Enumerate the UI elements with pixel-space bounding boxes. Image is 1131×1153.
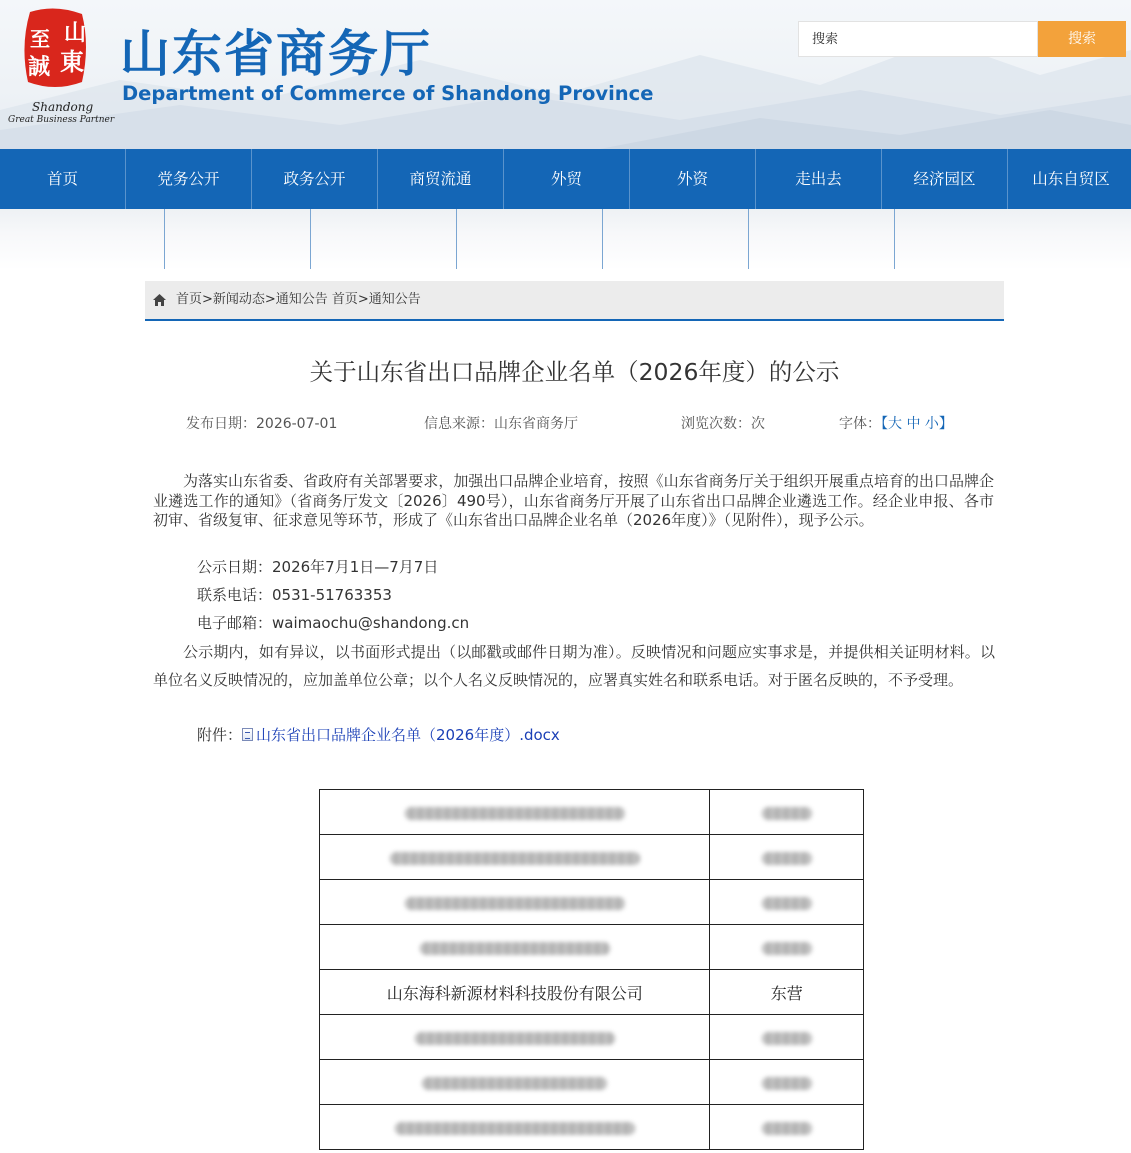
site-logo[interactable] bbox=[8, 6, 115, 125]
table-cell-redacted bbox=[710, 1015, 864, 1060]
submenu-divider bbox=[602, 209, 603, 269]
nav-item-government-affairs[interactable]: 政务公开 bbox=[252, 149, 378, 209]
nav-item-home[interactable]: 首页 bbox=[0, 149, 126, 209]
logo-slogan-text: Great Business Partner bbox=[8, 115, 115, 125]
main-nav bbox=[0, 149, 1131, 209]
info-source: 信息来源：山东省商务厅 bbox=[424, 416, 578, 432]
contact-phone: 联系电话：0531-51763353 bbox=[197, 586, 392, 604]
view-count: 浏览次数：次 bbox=[681, 416, 765, 432]
svg-text:誠: 誠 bbox=[28, 54, 51, 80]
seal-logo-icon bbox=[20, 6, 90, 90]
submenu-divider bbox=[748, 209, 749, 269]
nav-item-economic-parks[interactable]: 经济园区 bbox=[882, 149, 1008, 209]
submenu-divider bbox=[456, 209, 457, 269]
home-icon[interactable] bbox=[153, 294, 166, 306]
svg-text:山: 山 bbox=[64, 20, 87, 46]
table-cell-redacted bbox=[710, 925, 864, 970]
table-row bbox=[320, 1015, 864, 1060]
publish-date: 发布日期：2026-07-01 bbox=[186, 416, 338, 432]
table-row bbox=[320, 1105, 864, 1150]
attachment-line bbox=[197, 723, 560, 747]
svg-text:至: 至 bbox=[30, 27, 50, 51]
nav-item-foreign-investment[interactable]: 外资 bbox=[630, 149, 756, 209]
contact-email: 电子邮箱：waimaochu@shandong.cn bbox=[197, 614, 470, 632]
table-cell-redacted bbox=[710, 1060, 864, 1105]
table-row bbox=[320, 835, 864, 880]
company-name-cell: 山东海科新源材料科技股份有限公司 bbox=[320, 970, 710, 1015]
site-title[interactable]: 山东省商务厅 bbox=[120, 25, 432, 83]
table-cell-redacted bbox=[320, 880, 710, 925]
table-cell-redacted bbox=[710, 880, 864, 925]
site-subtitle: Department of Commerce of Shandong Province bbox=[122, 82, 654, 105]
company-city-cell: 东营 bbox=[710, 970, 864, 1015]
table-cell-redacted bbox=[320, 1105, 710, 1150]
article-title: 关于山东省出口品牌企业名单（2026年度）的公示 bbox=[309, 358, 840, 386]
search-button[interactable]: 搜索 bbox=[1038, 21, 1126, 57]
font-size-label: 字体： bbox=[839, 416, 881, 432]
table-row bbox=[320, 790, 864, 835]
table-cell-redacted bbox=[320, 1060, 710, 1105]
table-row bbox=[320, 1060, 864, 1105]
table-cell-redacted bbox=[710, 1105, 864, 1150]
nav-item-trade-circulation[interactable]: 商贸流通 bbox=[378, 149, 504, 209]
submenu-divider bbox=[894, 209, 895, 269]
submenu-area bbox=[0, 209, 1131, 270]
attachment-link[interactable]: 山东省出口品牌企业名单（2026年度）.docx bbox=[256, 726, 560, 744]
notice-period: 公示日期：2026年7月1日—7月7日 bbox=[197, 558, 439, 576]
logo-city-text: Shandong bbox=[32, 100, 94, 114]
word-doc-icon bbox=[242, 728, 253, 741]
table-cell-redacted bbox=[710, 790, 864, 835]
table-cell-redacted bbox=[320, 790, 710, 835]
table-cell-redacted bbox=[320, 835, 710, 880]
attachment-label: 附件： bbox=[197, 726, 243, 744]
svg-text:東: 東 bbox=[60, 47, 84, 76]
table-cell-redacted bbox=[710, 835, 864, 880]
table-row bbox=[320, 925, 864, 970]
site-header bbox=[0, 0, 1131, 149]
breadcrumb bbox=[145, 281, 1004, 321]
nav-item-free-trade-zone[interactable]: 山东自贸区 bbox=[1032, 170, 1110, 188]
company-list-table bbox=[319, 789, 864, 1150]
font-size-options[interactable]: 【大 中 小】 bbox=[881, 416, 953, 432]
font-size-control bbox=[839, 414, 953, 434]
nav-item-foreign-trade[interactable]: 外贸 bbox=[504, 149, 630, 209]
article-notice: 公示期内，如有异议，以书面形式提出（以邮戳或邮件日期为准）。反映情况和问题应实事求是，并提供相关证明材料。以单位名义反映情况的，应加盖单位公章；以个人名义反映情况的，应署真实姓名和联系电话。对于匿名反映的，不予受理。 bbox=[153, 643, 995, 689]
breadcrumb-links[interactable]: 首页>新闻动态>通知公告 首页>通知公告 bbox=[176, 292, 421, 307]
table-row bbox=[320, 970, 864, 1015]
search-input[interactable]: 搜索 bbox=[798, 21, 1038, 57]
nav-item-party-affairs[interactable]: 党务公开 bbox=[126, 149, 252, 209]
submenu-divider bbox=[164, 209, 165, 269]
submenu-divider bbox=[310, 209, 311, 269]
nav-item-going-global[interactable]: 走出去 bbox=[756, 149, 882, 209]
table-cell-redacted bbox=[320, 925, 710, 970]
table-cell-redacted bbox=[320, 1015, 710, 1060]
table-row bbox=[320, 880, 864, 925]
article-intro: 为落实山东省委、省政府有关部署要求，加强出口品牌企业培育，按照《山东省商务厅关于组织开展重点培育的出口品牌企业遴选工作的通知》（省商务厅发文〔2026〕490号），山东省商务厅开展了山东省出口品牌企业遴选工作。经企业申报、各市初审、省级复审、征求意见等环节，形成了《山东省出口品牌企业名单（2026年度）》（见附件），现予公示。 bbox=[153, 472, 994, 529]
